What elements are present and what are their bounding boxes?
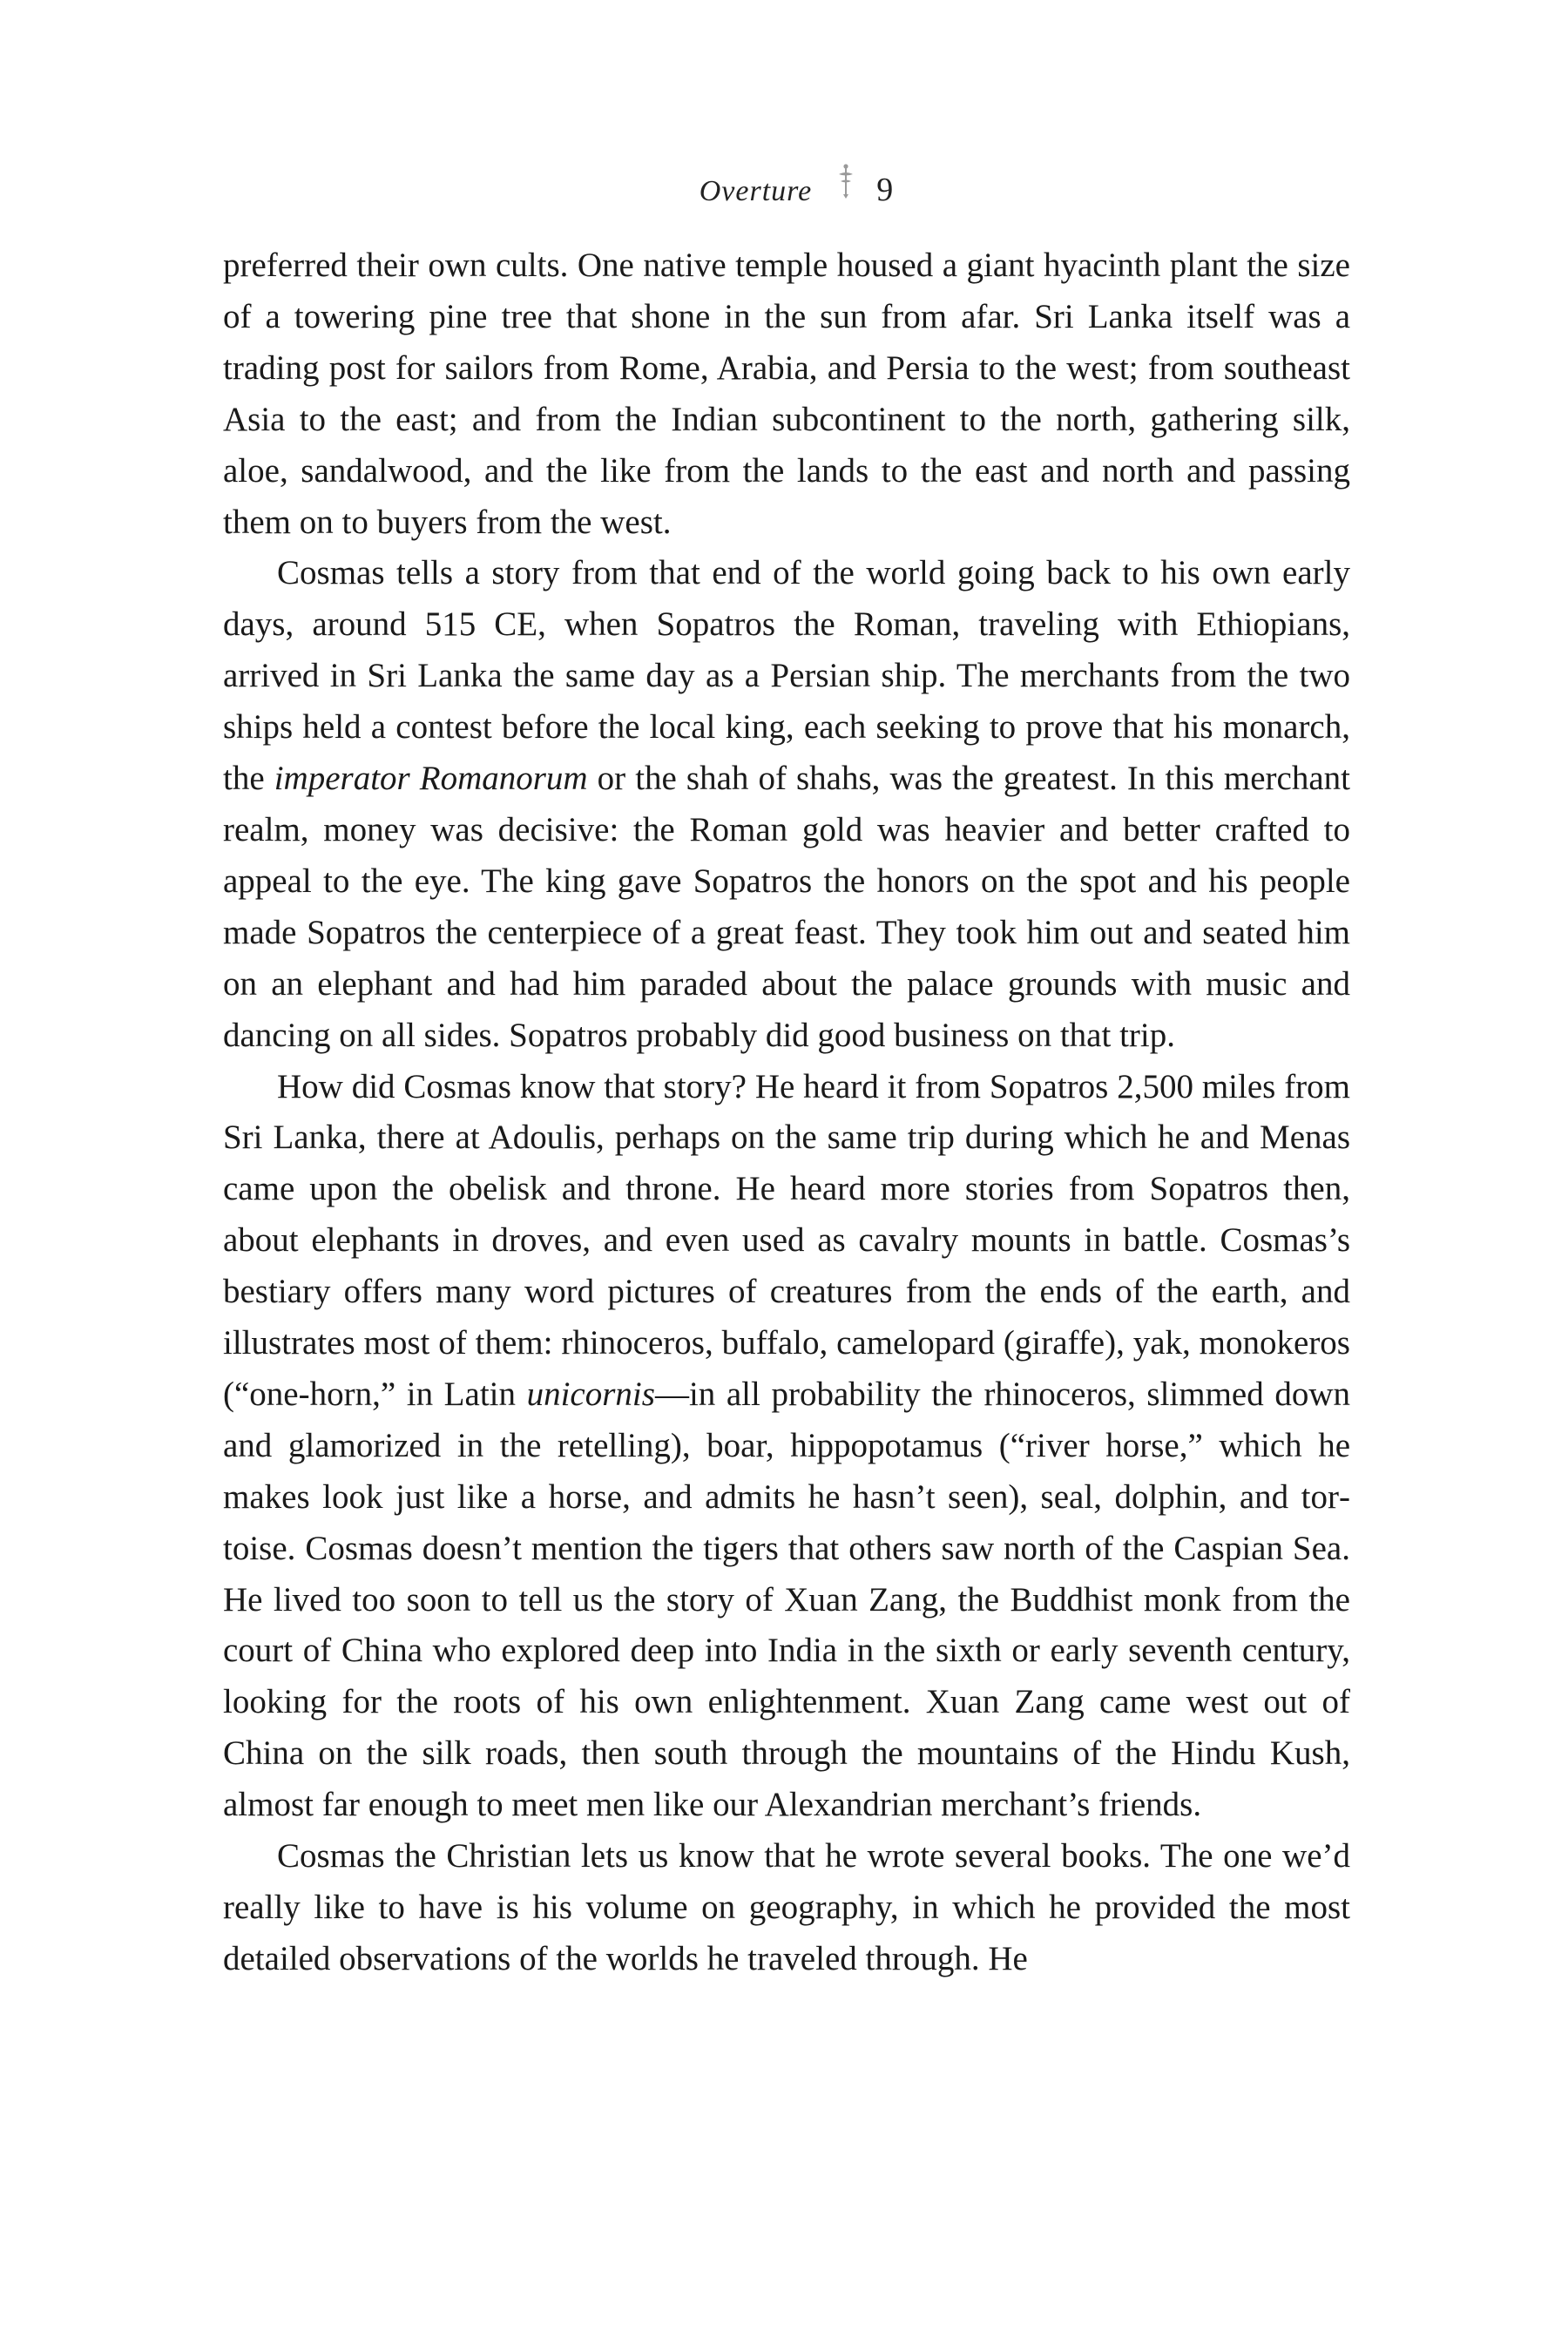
dagger-ornament-icon [838,164,854,216]
paragraph-2-italic-phrase: imperator Romanorum [274,760,588,798]
paragraph-3 [223,1062,1350,1832]
page-number: 9 [876,172,894,208]
paragraph-3-italic-word: unicornis [526,1375,655,1413]
paragraph-2 [223,548,1350,1061]
paragraph-4: Cosmas the Christian lets us know that he wrote several books. The one we’d really like to have is his volume on geography, in which he provided the most detailed observations of the worlds he traveled through. He [223,1837,1350,1977]
paragraph-2-part-1: Cosmas tells a story from that end of the world going back to his own early days, around 515 CE, when Sopatros the Roman, traveling with Ethiopians, arrived in Sri Lanka the same day as a Persian ship. The merchants from the two ships held a contest before the local king, each seeking to prove that his monarch, the [223,554,1350,798]
paragraph-3-part-1: How did Cosmas know that story? He heard it from Sopatros 2,500 miles from Sri Lanka, there at Adoulis, perhaps on the same trip during which he and Menas came upon the obelisk and throne. He heard more stories from Sopatros then, about elephants in droves, and even used as cavalry mounts in battle. Cosmas’s bestiary offers many word pictures of creatures from the ends of the earth, and illustrates most of them: rhinoceros, buffalo, camelopard (giraffe), yak, monokeros (“one-horn,” in Latin [223,1067,1350,1413]
paragraph-3-part-2: —in all probability the rhinoceros, slimmed down and glamorized in the retelling), boar, hippopotamus (“river horse,” which he makes look just like a horse, and admits he hasn’t seen), seal, dolphin, and tortoise. Cosmas doesn’t mention the tigers that others saw north of the Caspian Sea. He lived too soon to tell us the story of Xuan Zang, the Buddhist monk from the court of China who explored deep into India in the sixth or early seventh century, looking for the roots of his own enlightenment. Xuan Zang came west out of China on the silk roads, then south through the mountains of the Hindu Kush, almost far enough to meet men like our Alexandrian merchant’s friends. [223,1375,1351,1824]
body-text [223,240,1350,1985]
running-head [12,164,1568,220]
section-title: Overture [699,175,813,207]
paragraph-2-part-2: or the shah of shahs, was the greatest. In this merchant realm, money was decisive: the Roman gold was heavier and better crafted to appeal to the eye. The king gave Sopatros the honors on the spot and his people made Sopatros the centerpiece of a great feast. They took him out and seated him on an elephant and had him paraded about the palace grounds with music and dancing on all sides. Sopatros probably did good business on that trip. [223,760,1350,1054]
paragraph-1: preferred their own cults. One native temple housed a giant hyacinth plant the size of a towering pine tree that shone in the sun from afar. Sri Lanka itself was a trading post for sailors from Rome, Arabia, and Persia to the west; from southeast Asia to the east; and from the Indian subcontinent to the north, gathering silk, aloe, sandalwood, and the like from the lands to the east and north and passing them on to buyers from the west. [223,247,1350,541]
